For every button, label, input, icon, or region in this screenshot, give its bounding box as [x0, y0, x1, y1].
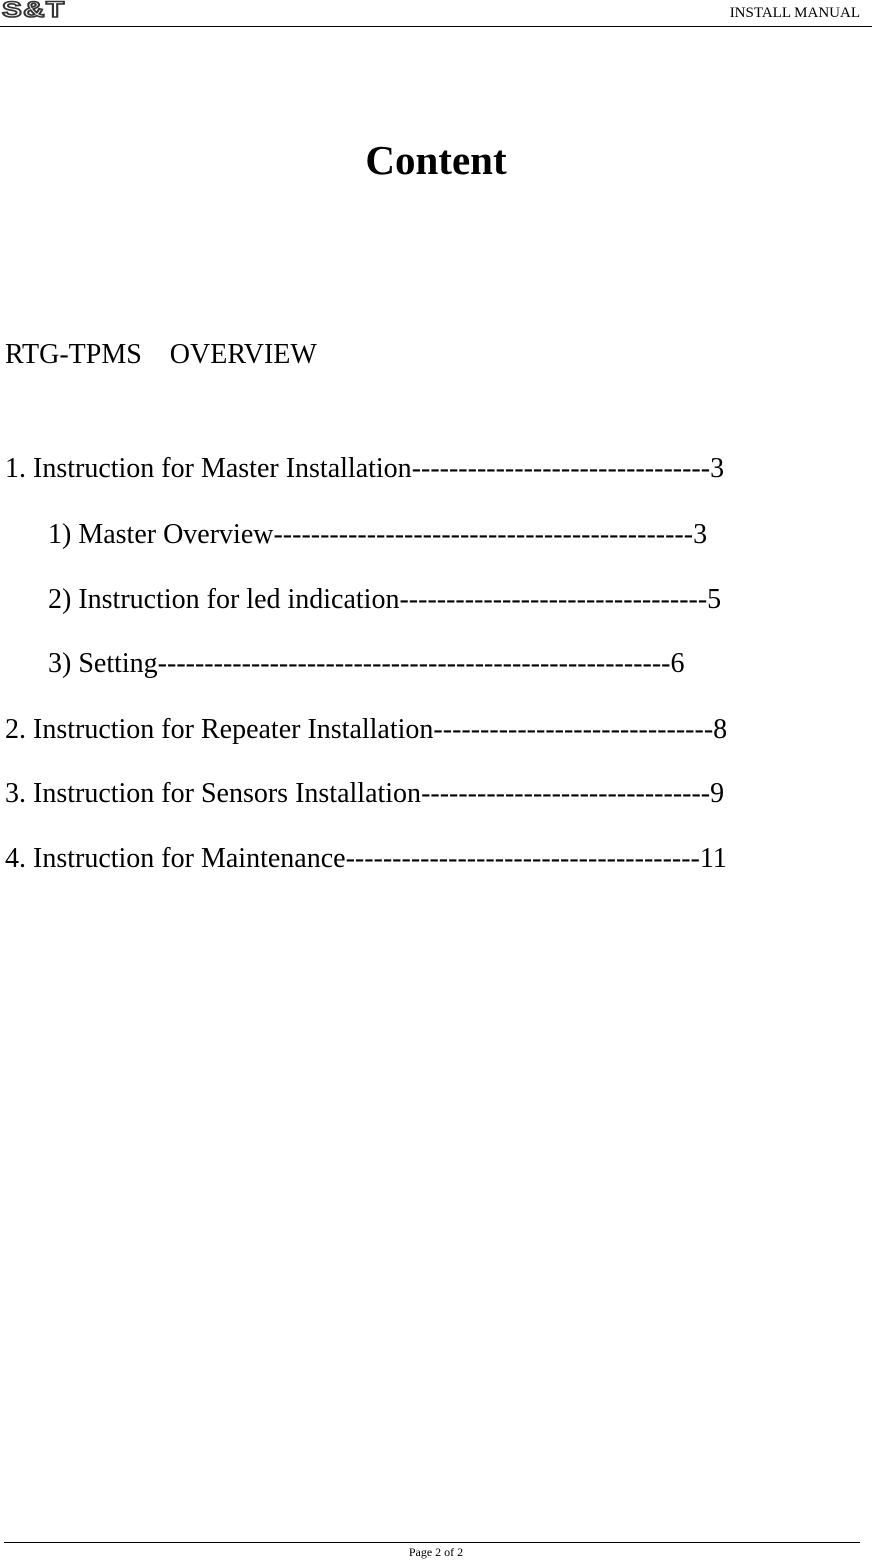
- overview-heading: RTG-TPMS OVERVIEW: [5, 339, 317, 370]
- toc-entry-setting[interactable]: [48, 647, 685, 681]
- toc-page-number: 8: [713, 714, 728, 745]
- toc-page-number: 3: [710, 453, 725, 484]
- toc-entry-led-indication[interactable]: [48, 583, 721, 617]
- toc-page-number: 3: [693, 519, 708, 550]
- toc-entry-label: 1) Master Overview: [48, 519, 274, 550]
- footer-divider: [4, 1542, 860, 1543]
- toc-leader: -------------------------------: [421, 778, 711, 809]
- toc-page-number: 11: [699, 843, 727, 874]
- toc-entry-label: 4. Instruction for Maintenance: [5, 843, 346, 874]
- toc-page-number: 6: [670, 648, 685, 679]
- page-number-footer: Page 2 of 2: [408, 1545, 464, 1559]
- toc-leader: ---------------------------------------------: [273, 519, 694, 550]
- toc-leader: ---------------------------------: [399, 584, 708, 615]
- toc-entry-label: 3) Setting: [48, 648, 158, 679]
- toc-entry-label: 2) Instruction for led indication: [48, 584, 400, 615]
- toc-page-number: 5: [707, 584, 722, 615]
- toc-entry-master-overview[interactable]: [48, 518, 707, 552]
- toc-leader: -------------------------------------------------------: [157, 648, 671, 679]
- header-title: INSTALL MANUAL: [729, 5, 860, 21]
- toc-leader: --------------------------------: [411, 453, 711, 484]
- page-header: [0, 0, 872, 27]
- toc-entry-label: 2. Instruction for Repeater Installation: [5, 714, 434, 745]
- toc-entry-label: 1. Instruction for Master Installation: [5, 453, 412, 484]
- toc-page-number: 9: [710, 778, 725, 809]
- toc-entry-label: 3. Instruction for Sensors Installation: [5, 778, 422, 809]
- toc-leader: --------------------------------------: [345, 843, 700, 874]
- toc-entry-maintenance[interactable]: [5, 842, 727, 876]
- toc-entry-sensors-installation[interactable]: [5, 777, 724, 811]
- company-logo: S&T: [2, 0, 66, 22]
- document-title: Content: [365, 137, 507, 183]
- toc-entry-repeater-installation[interactable]: [5, 713, 727, 747]
- toc-entry-master-installation[interactable]: [5, 452, 724, 486]
- toc-leader: ------------------------------: [433, 714, 714, 745]
